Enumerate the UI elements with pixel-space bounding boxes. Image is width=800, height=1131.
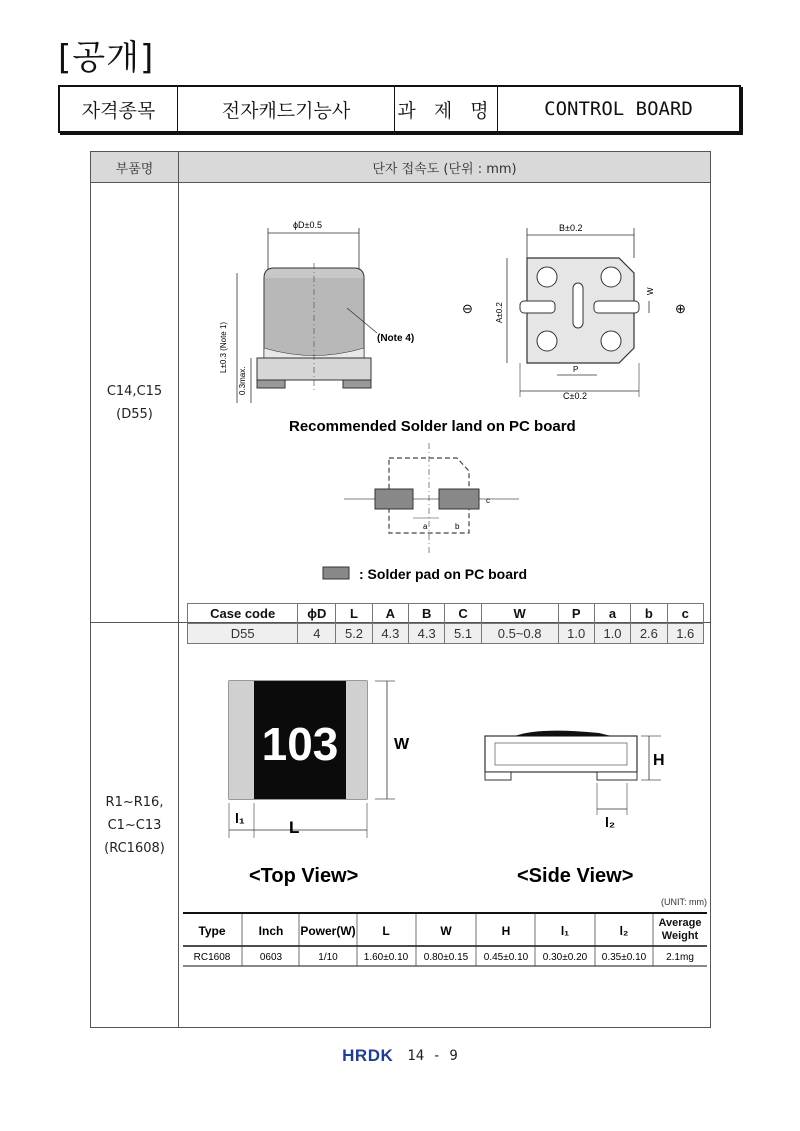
- part-line: (D55): [116, 406, 153, 422]
- col-l1: l₁: [560, 924, 570, 938]
- cell: 5.2: [336, 624, 372, 644]
- plus-symbol: ⊕: [675, 301, 686, 316]
- dim-l1-label: l₁: [235, 810, 245, 826]
- public-badge: [공개]: [58, 38, 155, 78]
- col-land-a: a: [594, 604, 630, 624]
- solder-land-pattern: [323, 443, 527, 582]
- part-name-cell: [91, 183, 179, 622]
- dim-d-label: ϕD±0.5: [293, 220, 322, 230]
- col-w: W: [481, 604, 558, 624]
- top-view-caption: <Top View>: [249, 865, 359, 887]
- col-l: L: [382, 924, 390, 938]
- table-row: [91, 183, 710, 641]
- minus-symbol: ⊖: [462, 301, 473, 316]
- col-type: Type: [198, 924, 226, 938]
- land-a-label: a: [423, 522, 428, 531]
- cell: 0.80±0.15: [423, 952, 469, 963]
- hrdk-logo: HRDK: [342, 1046, 394, 1065]
- cell: 4: [298, 624, 336, 644]
- capacitor-side-view: [219, 220, 414, 403]
- col-land-c: c: [667, 604, 703, 624]
- cell: 5.1: [445, 624, 481, 644]
- col-power: Power(W): [300, 924, 356, 938]
- dim-w-label: W: [646, 287, 655, 295]
- dim-l-label: L: [289, 818, 300, 837]
- table-header: [91, 152, 710, 183]
- col-part-header: 부품명: [91, 152, 179, 182]
- component-table: [90, 151, 711, 1028]
- dim-l-label: L±0.3 (Note 1): [219, 321, 228, 373]
- dim-c-label: C±0.2: [563, 391, 587, 401]
- cell: 1.0: [594, 624, 630, 644]
- part-line: C1~C13: [107, 817, 162, 833]
- page-footer: [0, 1046, 800, 1066]
- col-p: P: [558, 604, 594, 624]
- cell: 0.30±0.20: [542, 952, 588, 963]
- unit-label: (UNIT: mm): [661, 897, 707, 907]
- capacitor-drawing-cell: [179, 183, 710, 641]
- col-h: H: [501, 924, 511, 938]
- resistor-drawing-cell: [179, 623, 710, 1027]
- dim-03-label: 0.3max.: [238, 366, 247, 395]
- land-b-label: b: [455, 522, 460, 531]
- col-b: B: [409, 604, 445, 624]
- cell: 1.60±0.10: [363, 952, 409, 963]
- col-c: C: [445, 604, 481, 624]
- cell: 0603: [259, 952, 283, 963]
- dim-h-label: H: [653, 752, 665, 769]
- cell: 4.3: [409, 624, 445, 644]
- cell: 4.3: [372, 624, 408, 644]
- col-a: A: [372, 604, 408, 624]
- col-w: W: [440, 924, 452, 938]
- cell: 0.35±0.10: [601, 952, 647, 963]
- note4-label: (Note 4): [377, 333, 415, 344]
- qualification-value: 전자캐드기능사: [178, 87, 395, 131]
- dim-w-label: W: [394, 736, 410, 753]
- table-row: [91, 623, 710, 1027]
- task-value: CONTROL BOARD: [544, 98, 693, 120]
- table-row: [188, 604, 704, 624]
- land-c-label: c: [486, 496, 490, 505]
- col-average-weight: Average Weight: [658, 917, 702, 942]
- col-phi-d: ϕD: [298, 604, 336, 624]
- resistor-side-view: [485, 731, 665, 887]
- col-l: L: [336, 604, 372, 624]
- part-line: R1~R16,: [105, 794, 164, 810]
- dim-a-label: A±0.2: [495, 302, 504, 323]
- col-l2: l₂: [619, 924, 629, 938]
- col-inch: Inch: [258, 924, 284, 938]
- qualification-label: 자격종목: [60, 87, 178, 131]
- resistor-marking: 103: [261, 718, 339, 770]
- capacitor-drawing: [179, 183, 710, 623]
- exam-header: [58, 85, 741, 133]
- dim-b-label: B±0.2: [559, 223, 583, 233]
- cell: D55: [188, 624, 298, 644]
- cell: RC1608: [193, 952, 231, 963]
- resistor-drawing: [179, 623, 710, 1027]
- capacitor-bottom-view: [462, 223, 686, 401]
- part-name-cell: [91, 623, 179, 1027]
- col-drawing-header: 단자 접속도 (단위 : mm): [372, 161, 517, 177]
- recommended-title: Recommended Solder land on PC board: [289, 418, 576, 435]
- solder-pad-legend: : Solder pad on PC board: [359, 566, 528, 582]
- cell: 0.5~0.8: [481, 624, 558, 644]
- cell: 2.6: [631, 624, 667, 644]
- cell: 0.45±0.10: [483, 952, 529, 963]
- cell: 1/10: [318, 952, 338, 963]
- col-land-b: b: [631, 604, 667, 624]
- cell: 2.1mg: [666, 952, 694, 963]
- col-case-code: Case code: [188, 604, 298, 624]
- task-label: 과 제 명: [395, 87, 498, 131]
- part-line: C14,C15: [106, 383, 163, 399]
- resistor-top-view: [229, 681, 410, 887]
- dim-p-label: P: [573, 365, 579, 374]
- side-view-caption: <Side View>: [517, 865, 634, 887]
- page-number: 14 - 9: [407, 1048, 458, 1064]
- resistor-spec-table: [183, 913, 707, 966]
- dim-l2-label: l₂: [605, 814, 616, 830]
- cell: 1.0: [558, 624, 594, 644]
- part-line: (RC1608): [104, 840, 165, 856]
- cell: 1.6: [667, 624, 703, 644]
